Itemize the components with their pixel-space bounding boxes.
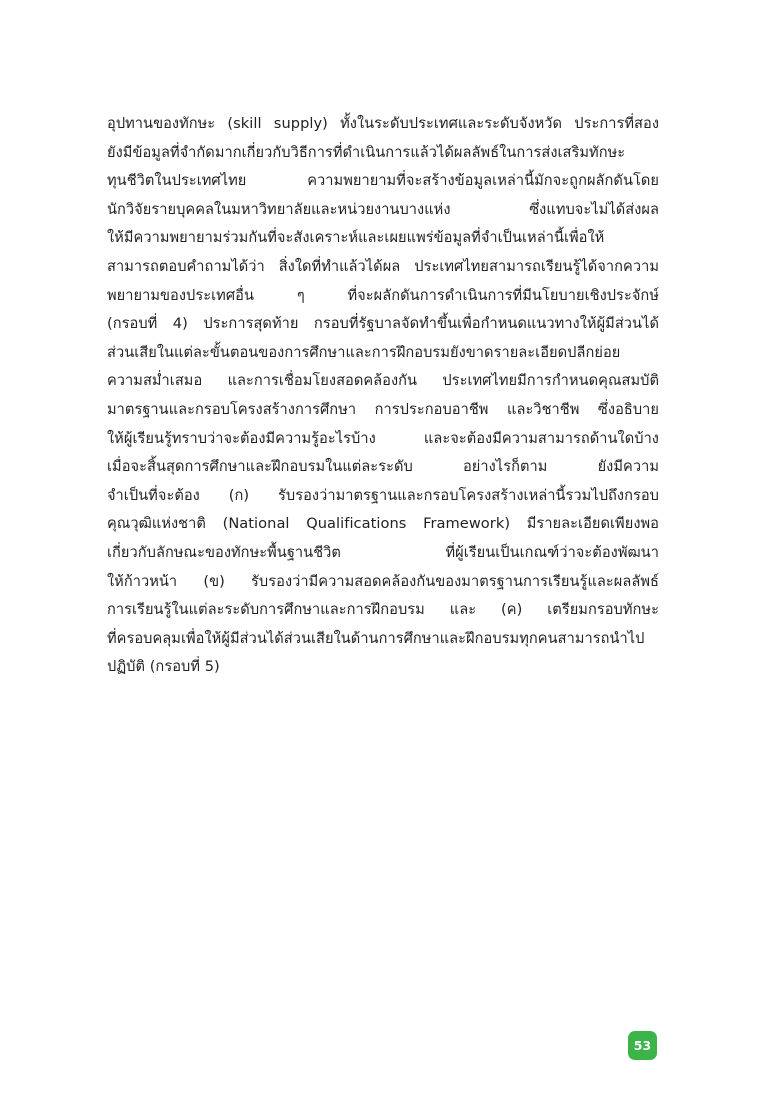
paragraph-line: (กรอบที่ 4) ประการสุดท้าย กรอบที่รัฐบาลจัดทำขึ้นเพื่อกำหนดแนวทางให้ผู้มีส่วนได้ — [107, 315, 659, 333]
body-paragraph — [107, 110, 659, 682]
paragraph-line: สามารถตอบคำถามได้ว่า สิ่งใดที่ทำแล้วได้ผล ประเทศไทยสามารถเรียนรู้ได้จากความ — [107, 257, 659, 275]
paragraph-line: การเรียนรู้ในแต่ละระดับการศึกษาและการฝึกอบรม และ (ค) เตรียมกรอบทักษะ — [107, 601, 659, 619]
paragraph-line: ที่ครอบคลุมเพื่อให้ผู้มีส่วนได้ส่วนเสียในด้านการศึกษาและฝึกอบรมทุกคนสามารถนำไป — [107, 629, 645, 647]
paragraph-line: ส่วนเสียในแต่ละขั้นตอนของการศึกษาและการฝึกอบรมยังขาดรายละเอียดปลีกย่อย — [107, 343, 621, 361]
paragraph-line: คุณวุฒิแห่งชาติ (National Qualifications Framework) มีรายละเอียดเพียงพอ — [107, 515, 659, 533]
paragraph-line: มาตรฐานและกรอบโครงสร้างการศึกษา การประกอบอาชีพ และวิชาชีพ ซึ่งอธิบาย — [107, 400, 659, 418]
paragraph-line: ปฏิบัติ (กรอบที่ 5) — [107, 658, 220, 676]
paragraph-line: ความสม่ำเสมอ และการเชื่อมโยงสอดคล้องกัน ประเทศไทยมีการกำหนดคุณสมบัติ — [107, 372, 659, 390]
paragraph-line: เกี่ยวกับลักษณะของทักษะพื้นฐานชีวิต ที่ผู้เรียนเป็นเกณฑ์ว่าจะต้องพัฒนา — [107, 543, 659, 561]
paragraph-line: ให้มีความพยายามร่วมกันที่จะสังเคราะห์และเผยแพร่ข้อมูลที่จำเป็นเหล่านี้เพื่อให้ — [107, 229, 605, 247]
paragraph-line: ให้ก้าวหน้า (ข) รับรองว่ามีความสอดคล้องกันของมาตรฐานการเรียนรู้และผลลัพธ์ — [107, 572, 659, 590]
paragraph-line: ให้ผู้เรียนรู้ทราบว่าจะต้องมีความรู้อะไรบ้าง และจะต้องมีความสามารถด้านใดบ้าง — [107, 429, 659, 447]
paragraph-line: เมื่อจะสิ้นสุดการศึกษาและฝึกอบรมในแต่ละระดับ อย่างไรก็ตาม ยังมีความ — [107, 458, 659, 476]
paragraph-line: ยังมีข้อมูลที่จำกัดมากเกี่ยวกับวิธีการที่ดำเนินการแล้วได้ผลลัพธ์ในการส่งเสริมทักษะ — [107, 143, 626, 161]
paragraph-line: จำเป็นที่จะต้อง (ก) รับรองว่ามาตรฐานและกรอบโครงสร้างเหล่านี้รวมไปถึงกรอบ — [107, 486, 659, 504]
paragraph-line: อุปทานของทักษะ (skill supply) ทั้งในระดับประเทศและระดับจังหวัด ประการที่สอง — [107, 115, 659, 132]
paragraph-line: ทุนชีวิตในประเทศไทย ความพยายามที่จะสร้างข้อมูลเหล่านี้มักจะถูกผลักดันโดย — [107, 172, 659, 190]
page-number-badge: 53 — [628, 1031, 657, 1060]
paragraph-line: พยายามของประเทศอื่น ๆ ที่จะผลักดันการดำเนินการที่มีนโยบายเชิงประจักษ์ — [107, 286, 659, 304]
paragraph-line: นักวิจัยรายบุคคลในมหาวิทยาลัยและหน่วยงานบางแห่ง ซึ่งแทบจะไม่ได้ส่งผล — [107, 200, 659, 218]
